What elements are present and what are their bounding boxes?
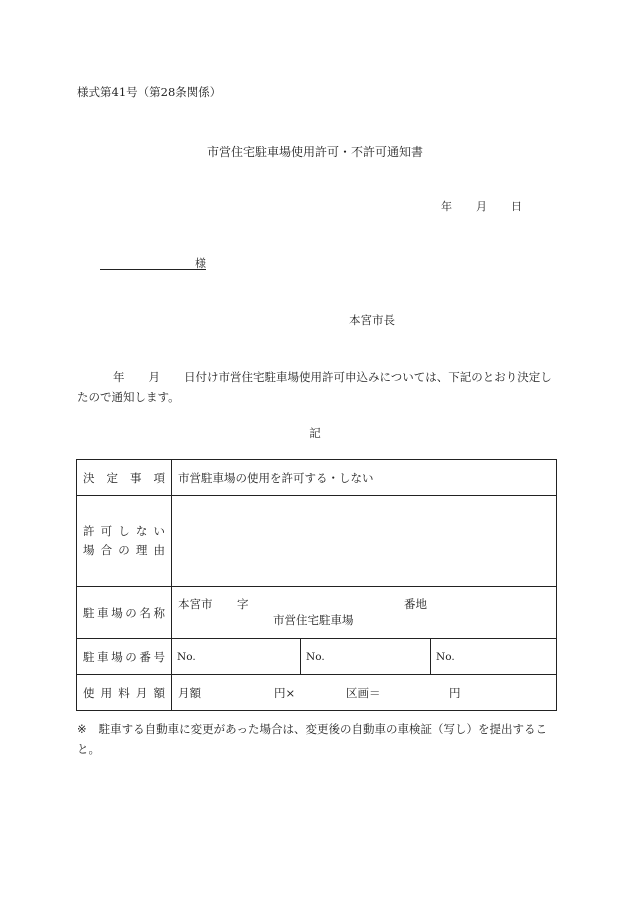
decision-value: 市営駐車場の使用を許可する・しない xyxy=(172,460,557,496)
parking-facility-name: 市営住宅駐車場 xyxy=(273,613,354,627)
parking-aza: 字 xyxy=(237,597,249,611)
parking-banchi: 番地 xyxy=(404,597,427,611)
body-month: 月 xyxy=(148,370,160,384)
document-title: 市営住宅駐車場使用許可・不許可通知書 xyxy=(206,145,423,159)
parking-number-3: No. xyxy=(431,639,557,675)
date-line xyxy=(441,198,522,214)
parking-city: 本宮市 xyxy=(178,597,213,611)
body-text: 日付け市営住宅駐車場使用許可申込みについては、下記のとおり決定したので通知します。 xyxy=(77,370,552,404)
issuer: 本宮市長 xyxy=(349,313,395,327)
decision-table xyxy=(76,459,557,711)
addressee-line xyxy=(100,255,206,270)
parking-name-value xyxy=(172,587,557,639)
parking-name-label: 駐 車 場 の 名 称 xyxy=(77,587,172,639)
addressee-suffix: 様 xyxy=(195,257,206,270)
row-parking-number xyxy=(77,639,557,675)
decision-label: 決 定 事 項 xyxy=(77,460,172,496)
row-fee xyxy=(77,675,557,711)
parking-number-2: No. xyxy=(301,639,431,675)
fee-section: 区画＝ xyxy=(346,685,381,700)
reason-value xyxy=(172,496,557,587)
reason-label: 許 可 し な い 場 合 の 理 由 xyxy=(77,496,172,587)
row-parking-name xyxy=(77,587,557,639)
date-day: 日 xyxy=(511,200,522,213)
ki-heading: 記 xyxy=(309,426,321,440)
note-mark: ※ xyxy=(77,722,87,736)
fee-monthly: 月額 xyxy=(178,685,201,700)
row-decision xyxy=(77,460,557,496)
form-number: 様式第41号（第28条関係） xyxy=(77,85,222,99)
note xyxy=(77,719,557,759)
date-month: 月 xyxy=(476,200,487,213)
body-paragraph xyxy=(77,367,557,407)
fee-yen: 円 xyxy=(449,685,461,700)
parking-number-label: 駐 車 場 の 番 号 xyxy=(77,639,172,675)
fee-value xyxy=(172,675,557,711)
body-year: 年 xyxy=(113,370,125,384)
date-year: 年 xyxy=(441,200,452,213)
parking-number-1: No. xyxy=(172,639,301,675)
row-reason xyxy=(77,496,557,587)
fee-label: 使 用 料 月 額 xyxy=(77,675,172,711)
note-text: 駐車する自動車に変更があった場合は、変更後の自動車の車検証（写し）を提出すること。 xyxy=(77,722,548,756)
fee-yen-times: 円× xyxy=(274,685,296,700)
